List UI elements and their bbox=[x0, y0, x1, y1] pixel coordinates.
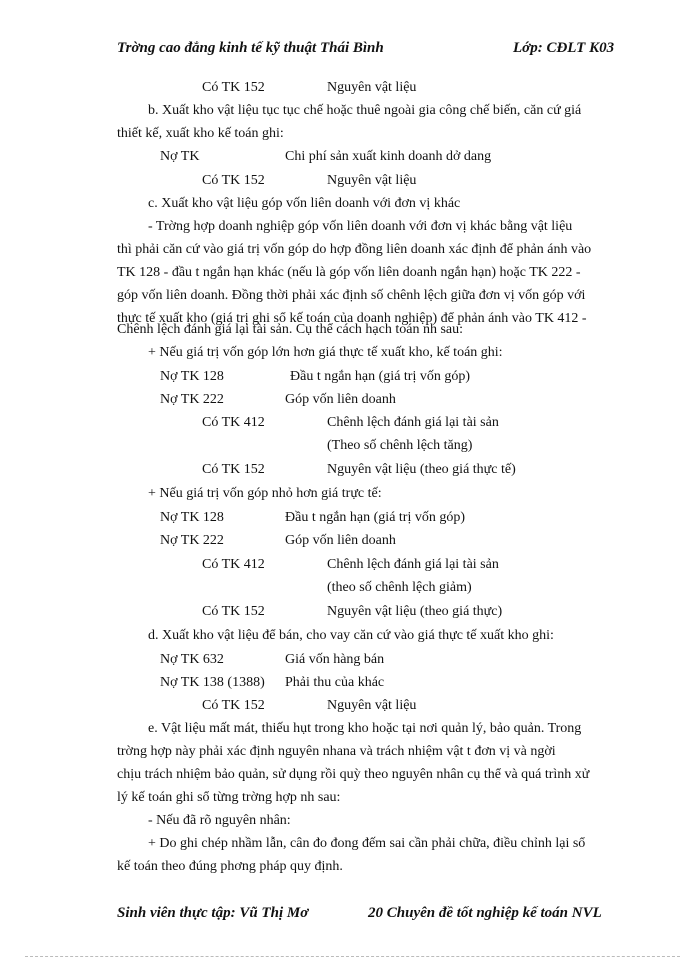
section-b-heading: b. Xuất kho vật liệu tục tục chế hoặc thuê ngoài gia công chế biến, căn cứ giá bbox=[148, 103, 582, 118]
entry-description: Phải thu của khác bbox=[285, 675, 385, 690]
entry-description: Nguyên vật liệu bbox=[327, 173, 417, 188]
entry-description: Đầu t ngắn hạn (giá trị vốn góp) bbox=[285, 510, 466, 525]
entry-account: Có TK 152 bbox=[202, 462, 265, 477]
entry-account: Nợ TK 128 bbox=[160, 510, 224, 525]
entry-description: Nguyên vật liệu (theo giá thực) bbox=[327, 604, 503, 619]
paragraph-line: TK 128 - đầu t ngắn hạn khác (nếu là góp vốn liên doanh ngắn hạn) hoặc TK 222 - bbox=[117, 265, 581, 280]
entry-description: Nguyên vật liệu bbox=[327, 80, 417, 95]
entry-account: Có TK 412 bbox=[202, 415, 265, 430]
header-class: Lớp: CĐLT K03 bbox=[513, 40, 615, 56]
footer-student: Sinh viên thực tập: Vũ Thị Mơ bbox=[117, 905, 309, 921]
section-c-heading: c. Xuất kho vật liệu góp vốn liên doanh với đơn vị khác bbox=[148, 196, 461, 211]
paragraph-line: - Trờng hợp doanh nghiệp góp vốn liên doanh với đơn vị khác bằng vật liệu bbox=[148, 219, 573, 234]
entry-description: Đầu t ngắn hạn (giá trị vốn góp) bbox=[290, 369, 471, 384]
section-e-heading: e. Vật liệu mất mát, thiếu hụt trong kho hoặc tại nơi quản lý, bảo quản. Trong bbox=[148, 721, 582, 736]
paragraph-line: + Do ghi chép nhầm lẫn, cân đo đong đếm sai cần phải chữa, điều chỉnh lại sổ bbox=[148, 836, 586, 851]
entry-description: Chi phí sản xuất kinh doanh dở dang bbox=[285, 149, 492, 164]
paragraph-line: chịu trách nhiệm bảo quản, sử dụng rồi quỳ theo nguyên nhân cụ thể và quá trình xử bbox=[117, 767, 590, 782]
paragraph-line: - Nếu đã rõ nguyên nhân: bbox=[148, 813, 291, 828]
section-d-heading: d. Xuất kho vật liệu để bán, cho vay căn cứ vào giá thực tế xuất kho ghi: bbox=[148, 628, 554, 643]
entry-note: (Theo số chênh lệch tăng) bbox=[327, 438, 473, 453]
entry-account: Có TK 152 bbox=[202, 698, 265, 713]
entry-account: Có TK 152 bbox=[202, 604, 265, 619]
paragraph-line: lý kế toán ghi sổ từng trờng hợp nh sau: bbox=[117, 790, 341, 805]
paragraph-line: thực tế xuất kho (giá trị ghi sổ kế toán của doanh nghiệp) để phản ánh vào TK 412 - bbox=[117, 311, 587, 326]
entry-account: Nợ TK 222 bbox=[160, 392, 224, 407]
entry-account: Nợ TK 222 bbox=[160, 533, 224, 548]
header-school: Trờng cao đẳng kinh tế kỹ thuật Thái Bình bbox=[117, 40, 384, 56]
entry-account: Có TK 412 bbox=[202, 557, 265, 572]
case-plus-1: + Nếu giá trị vốn góp lớn hơn giá thực tế xuất kho, kế toán ghi: bbox=[148, 345, 503, 360]
entry-description: Nguyên vật liệu bbox=[327, 698, 417, 713]
page-divider bbox=[25, 956, 680, 957]
paragraph-line: Chênh lệch đánh giá lại tài sản. Cụ thể cách hạch toán nh sau: bbox=[117, 322, 464, 337]
entry-description: Nguyên vật liệu (theo giá thực tế) bbox=[327, 462, 516, 477]
paragraph-line: kế toán theo đúng phơng pháp quy định. bbox=[117, 859, 343, 874]
entry-account: Nợ TK 632 bbox=[160, 652, 224, 667]
entry-account: Nợ TK bbox=[160, 149, 200, 164]
paragraph-line: góp vốn liên doanh. Đồng thời phải xác định số chênh lệch giữa đơn vị vốn góp với bbox=[117, 288, 586, 303]
entry-account: Có TK 152 bbox=[202, 80, 265, 95]
entry-note: (theo số chênh lệch giảm) bbox=[327, 580, 472, 595]
entry-description: Chênh lệch đánh giá lại tài sản bbox=[327, 557, 499, 572]
entry-description: Góp vốn liên doanh bbox=[285, 392, 396, 407]
section-b-heading-cont: thiết kế, xuất kho kế toán ghi: bbox=[117, 126, 284, 141]
paragraph-line: trờng hợp này phải xác định nguyên nhana và trách nhiệm vật t đơn vị và ngời bbox=[117, 744, 556, 759]
paragraph-line: thì phải căn cứ vào giá trị vốn góp do hợp đồng liên doanh xác định để phản ánh vào bbox=[117, 242, 592, 257]
entry-account: Có TK 152 bbox=[202, 173, 265, 188]
footer-page-title: 20 Chuyên đề tốt nghiệp kế toán NVL bbox=[368, 905, 602, 921]
entry-description: Chênh lệch đánh giá lại tài sản bbox=[327, 415, 499, 430]
entry-account: Nợ TK 128 bbox=[160, 369, 224, 384]
entry-account: Nợ TK 138 (1388) bbox=[160, 675, 265, 690]
entry-description: Góp vốn liên doanh bbox=[285, 533, 396, 548]
case-plus-2: + Nếu giá trị vốn góp nhỏ hơn giá trực tế: bbox=[148, 486, 382, 501]
entry-description: Giá vốn hàng bán bbox=[285, 652, 385, 667]
